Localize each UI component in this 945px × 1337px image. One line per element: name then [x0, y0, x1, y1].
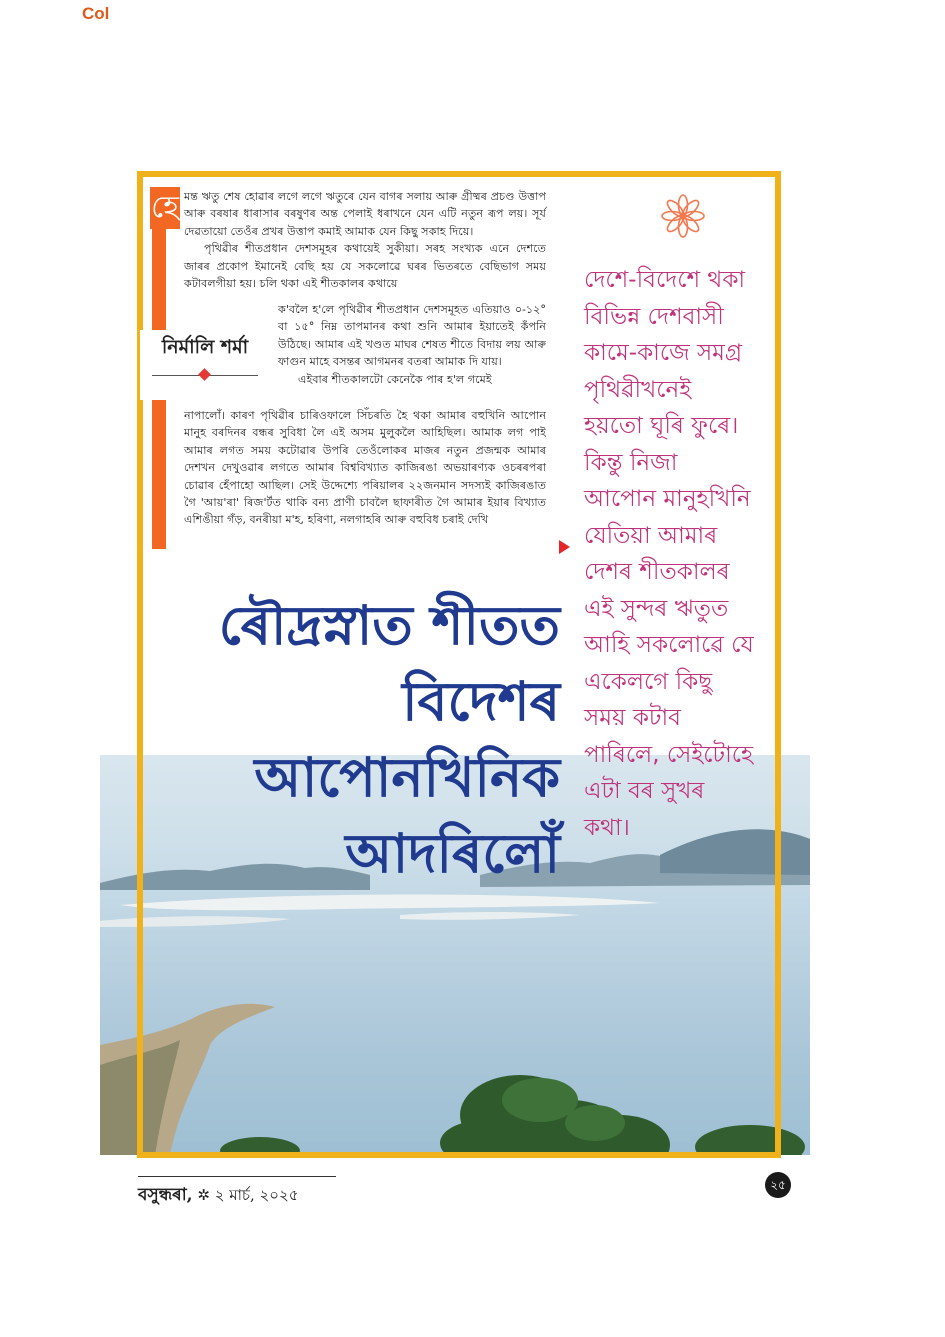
- headline-line: আদৰিলোঁ: [345, 822, 560, 885]
- pull-quote-line: পৃথিৱীখনেই: [584, 376, 692, 403]
- flower-ornament-icon: [660, 193, 706, 243]
- pull-quote-line: পাৰিলে, সেইটোহে: [584, 741, 754, 768]
- pull-quote-line: এই সুন্দৰ ঋতুত: [584, 595, 729, 622]
- paragraph-2-continued: ক'বলৈ হ'লে পৃথিৱীৰ শীতপ্ৰধান দেশসমূহত এতিয়াও ০-১২° বা ১৫° নিম্ন তাপমানৰ কথা শুনি আমাৰ ইয়াতেই কঁপনি উঠিছে। আমাৰ এই খণ্ডত মাঘৰ শেষত শীতে বিদায় লয় আৰু ফাগুন মাহে বসন্তৰ আগমনৰ বতৰা আমাক দি যায়।: [278, 303, 546, 369]
- paragraph-3: নাপালোঁ। কাৰণ পৃথিৱীৰ চাৰিওফালে সিঁচৰতি হৈ থকা আমাৰ বহুখিনি আপোন মানুহ বৰদিনৰ বন্ধৰ সুবিধা লৈ এই অসম মুলুকলৈ আহিছিল। আমাক লগ পাই আমাৰ লগত সময় কটোৱাৰ উপৰি তেওঁলোকৰ মাজৰ নতুন প্ৰজন্মক আমাৰ দেশখন দেখুওৱাৰ লগতে আমাৰ বিশ্ববিখ্যাত কাজিৰঙা অভয়াৰণ্যক ওচৰৰপৰা চোৱাৰ হেঁপাহো আছিল। সেই উদ্দেশ্যে পৰিয়ালৰ ২২জনমান সদস্যই কাজিৰঙাত গৈ 'আয়'ৰা' ৰিজ'ৰ্টত থাকি বন্য প্ৰাণী চাবলৈ ছাফাৰীত গৈ আমাৰ ইয়াৰ বিখ্যাত এশিঙীয়া গঁড়, বনৰীয়া ম'হ, হৰিণা, নলগাহৰি আৰু বহুবিধ চৰাই দেখি: [184, 409, 546, 527]
- drop-cap: হে: [150, 187, 180, 229]
- pull-quote-line: একেলগে কিছু: [584, 668, 713, 695]
- paragraph-3-start: এইবাৰ শীতকালটো কেনেকৈ পাৰ হ'ল গমেই: [298, 372, 492, 386]
- page-number: ২৫: [765, 1172, 791, 1198]
- headline-line: আপোনখিনিক: [254, 746, 560, 809]
- pull-quote-line: যেতিয়া আমাৰ: [584, 522, 718, 549]
- author-byline: নিৰ্মালি শৰ্মা: [161, 336, 249, 358]
- corner-label: Col: [82, 4, 110, 23]
- issue-date: ২ মাৰ্চ, ২০২৫: [214, 1186, 299, 1204]
- paragraph-2: পৃথিৱীৰ শীতপ্ৰধান দেশসমূহৰ কথায়েই সুকীয়া। সৰহ সংখ্যক এনে দেশতে জাৰৰ প্ৰকোপ ইমানেই বেছি হয় যে সকলোৱে ঘৰৰ ভিতৰতে বেছিভাগ সময় কটাবলগীয়া হয়। চলি থকা এই শীতকালৰ কথায়ে: [184, 242, 546, 291]
- pull-quote: [584, 262, 784, 846]
- pull-quote-line: সময় কটাব: [584, 705, 681, 731]
- magazine-name: বসুন্ধৰা,: [138, 1185, 193, 1205]
- paragraph-1: মন্ত ঋতু শেষ হোৱাৰ লগে লগে ঋতুৰে যেন বাগৰ সলায় আৰু গ্ৰীষ্মৰ প্ৰচণ্ড উত্তাপ আৰু বৰষাৰ ধাৰাসাৰ বৰষুণৰ অন্ত পেলাই ধৰাখনে যেন এটি নতুন ৰূপ লয়। সূৰ্য দেৱতায়ো তেওঁৰ প্ৰখৰ উত্তাপ কমাই আমাক যেন কিছু সকাহ দিয়ে।: [184, 190, 546, 238]
- headline-line: ৰৌদ্ৰস্নাত শীতত: [218, 594, 560, 657]
- pull-quote-line: কিন্তু নিজা: [584, 449, 678, 476]
- headline-line: বিদেশৰ: [402, 670, 560, 733]
- pull-quote-line: আপোন মানুহখিনি: [584, 486, 751, 512]
- pull-quote-line: আহি সকলোৱে যে: [584, 632, 754, 658]
- pull-quote-line: বিভিন্ন দেশবাসী: [584, 303, 724, 330]
- headline: [200, 588, 560, 892]
- article-body-top: [184, 188, 546, 292]
- article-body-bottom: [184, 407, 546, 529]
- footer-rule: [138, 1176, 336, 1177]
- pull-quote-line: কথা।: [584, 814, 630, 841]
- pull-quote-line: এটা বৰ সুখৰ: [584, 778, 705, 804]
- pull-quote-line: কামে-কাজে সমগ্ৰ: [584, 340, 743, 366]
- article-body-middle: [278, 301, 546, 388]
- footer: [138, 1182, 299, 1210]
- pull-quote-line: হয়তো ঘূৰি ফুৰে।: [584, 413, 739, 439]
- pull-quote-line: দেশে-বিদেশে থকা: [584, 267, 746, 293]
- continue-arrow-icon: [559, 540, 570, 554]
- pull-quote-line: দেশৰ শীতকালৰ: [584, 559, 730, 585]
- star-icon: ✲: [197, 1186, 210, 1204]
